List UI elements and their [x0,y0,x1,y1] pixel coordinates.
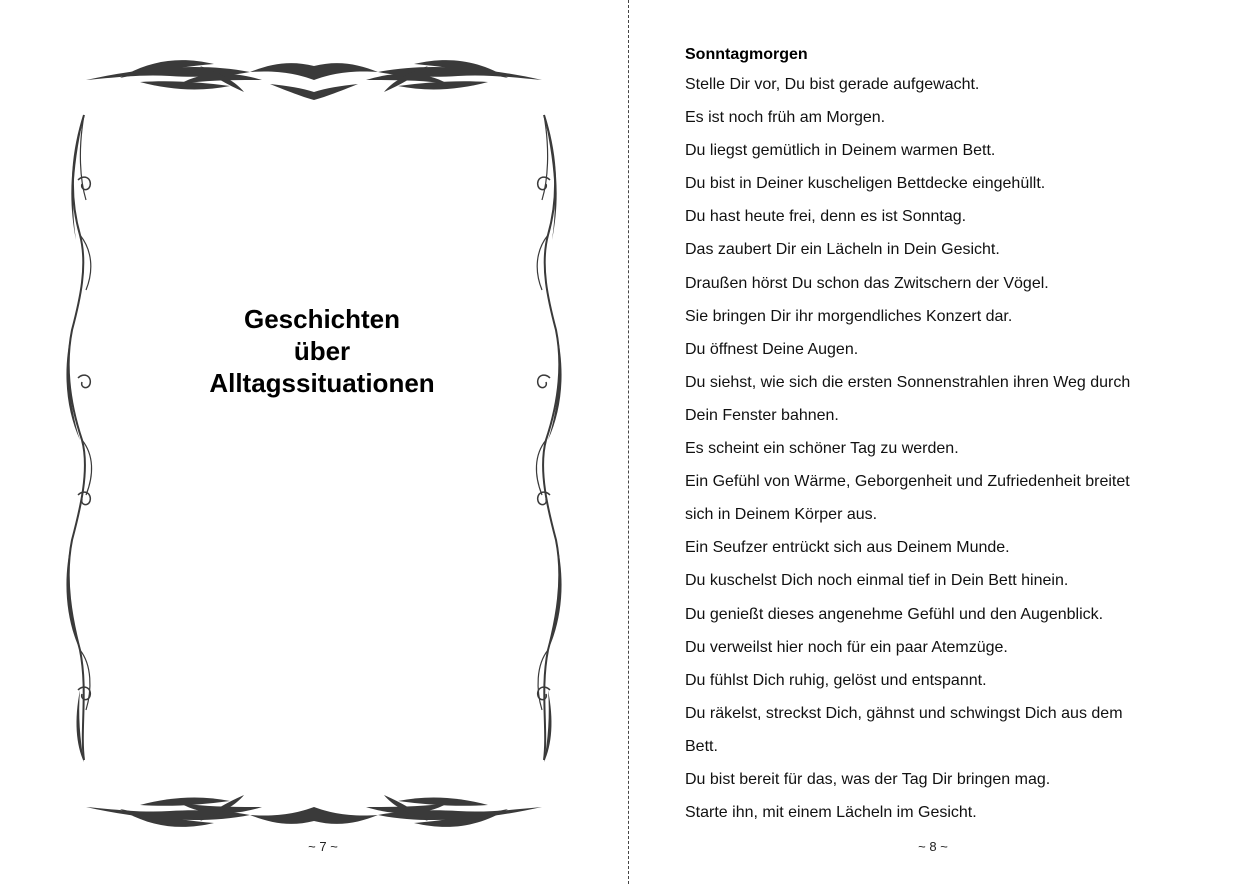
story-line: Du öffnest Deine Augen. [685,340,859,358]
story-line: Du bist bereit für das, was der Tag Dir bringen mag. [685,770,1051,788]
story-line: Du räkelst, streckst Dich, gähnst und schwingst Dich aus dem [685,704,1123,722]
page-number-left: ~ 7 ~ [308,839,338,854]
bottom-flourish [86,795,542,827]
story-line: Du kuschelst Dich noch einmal tief in Dein Bett hinein. [685,572,1069,590]
story-line: Ein Seufzer entrückt sich aus Deinem Munde. [685,539,1010,557]
story-line: Du hast heute frei, denn es ist Sonntag. [685,208,967,226]
story-line: Es ist noch früh am Morgen. [685,109,886,127]
page-number-right: ~ 8 ~ [918,839,948,854]
story-line: Dein Fenster bahnen. [685,406,839,424]
story-line: Du fühlst Dich ruhig, gelöst und entspannt. [685,671,987,689]
right-page [630,0,1253,884]
top-flourish [86,60,542,100]
story-line: Du siehst, wie sich die ersten Sonnenstrahlen ihren Weg durch [685,373,1131,391]
story-line: Es scheint ein schöner Tag zu werden. [685,440,959,458]
story-line: sich in Deinem Körper aus. [685,506,878,524]
chapter-title [140,303,504,399]
chapter-title-line: Geschichten [243,304,401,334]
story-line: Draußen hörst Du schon das Zwitschern der Vögel. [685,274,1049,292]
story-line: Du genießt dieses angenehme Gefühl und den Augenblick. [685,605,1104,623]
story [685,44,1205,829]
story-title: Sonntagmorgen [685,46,808,63]
story-line: Du liegst gemütlich in Deinem warmen Bett. [685,142,996,160]
story-line: Ein Gefühl von Wärme, Geborgenheit und Zufriedenheit breitet [685,473,1130,491]
story-line: Starte ihn, mit einem Lächeln im Gesicht. [685,804,977,822]
story-line: Du verweilst hier noch für ein paar Atemzüge. [685,638,1008,656]
page-divider [628,0,629,884]
story-line: Stelle Dir vor, Du bist gerade aufgewacht. [685,76,980,93]
story-line: Sie bringen Dir ihr morgendliches Konzert dar. [685,307,1013,325]
story-lines [685,68,1205,829]
story-line: Du bist in Deiner kuscheligen Bettdecke eingehüllt. [685,175,1046,193]
story-line: Bett. [685,737,718,755]
chapter-title-line: Alltagssituationen [209,368,435,398]
story-line: Das zaubert Dir ein Lächeln in Dein Gesicht. [685,241,1000,259]
chapter-title-line: über [293,336,351,366]
